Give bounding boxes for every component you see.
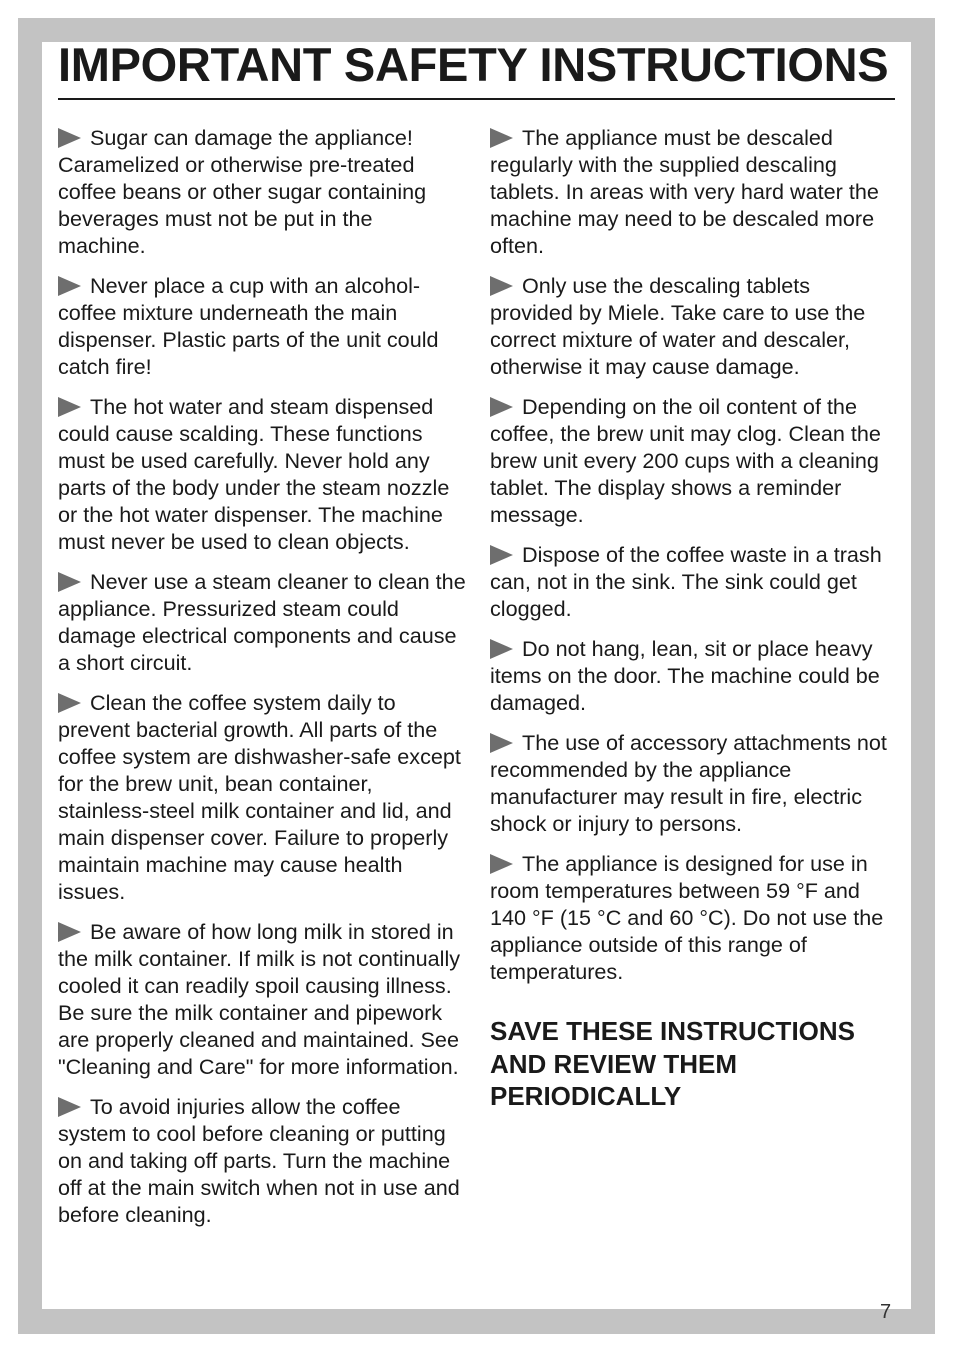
triangle-arrow-icon — [490, 854, 513, 874]
title-rule — [58, 98, 895, 100]
instruction-text: Only use the descaling tablets provided by Miele. Take care to use the correct mixture of water and descaler, otherwise it may cause damage. — [490, 273, 866, 379]
instruction-item — [490, 541, 898, 622]
triangle-arrow-icon — [58, 693, 81, 713]
instruction-text: The appliance must be descaled regularly with the supplied descaling tablets. In areas with very hard water the machine may need to be descaled more often. — [490, 125, 879, 258]
instruction-text: Do not hang, lean, sit or place heavy items on the door. The machine could be damaged. — [490, 636, 880, 715]
instruction-item — [58, 568, 466, 676]
instruction-item — [490, 729, 898, 837]
triangle-arrow-icon — [490, 397, 513, 417]
right-column — [490, 124, 898, 1113]
instruction-text: Depending on the oil content of the coffee, the brew unit may clog. Clean the brew unit every 200 cups with a cleaning tablet. The display shows a reminder message. — [490, 394, 881, 527]
instruction-text: Never place a cup with an alcohol-coffee mixture underneath the main dispenser. Plastic parts of the unit could catch fire! — [58, 273, 439, 379]
instruction-text: Dispose of the coffee waste in a trash can, not in the sink. The sink could get clogged. — [490, 542, 882, 621]
triangle-arrow-icon — [58, 128, 81, 148]
instruction-item — [58, 689, 466, 905]
triangle-arrow-icon — [490, 733, 513, 753]
instruction-text: The appliance is designed for use in room temperatures between 59 °F and 140 °F (15 °C and 60 °C). Do not use the appliance outside of this range of temperatures. — [490, 851, 884, 984]
triangle-arrow-icon — [58, 572, 81, 592]
instruction-item — [58, 918, 466, 1080]
left-column — [58, 124, 466, 1241]
triangle-arrow-icon — [58, 276, 81, 296]
triangle-arrow-icon — [490, 639, 513, 659]
instruction-text: The hot water and steam dispensed could cause scalding. These functions must be used carefully. Never hold any parts of the body under the steam nozzle or the hot water dispenser. The machine must never be used to clean objects. — [58, 394, 450, 554]
instruction-item — [58, 124, 466, 259]
instruction-item — [490, 272, 898, 380]
triangle-arrow-icon — [490, 276, 513, 296]
instruction-text: Sugar can damage the appliance! Caramelized or otherwise pre-treated coffee beans or other sugar containing beverages must not be put in the machine. — [58, 125, 427, 258]
instruction-item — [490, 124, 898, 259]
instruction-text: Clean the coffee system daily to prevent bacterial growth. All parts of the coffee system are dishwasher-safe except for the brew unit, bean container, stainless-steel milk container and lid, and main dispenser cover. Failure to properly maintain machine may cause health issues. — [58, 690, 461, 904]
triangle-arrow-icon — [58, 1097, 81, 1117]
instruction-item — [490, 393, 898, 528]
instruction-item — [58, 272, 466, 380]
instruction-text: To avoid injuries allow the coffee system to cool before cleaning or putting on and taking off parts. Turn the machine off at the main switch when not in use and before cleaning. — [58, 1094, 460, 1227]
page-number: 7 — [880, 1301, 892, 1323]
instruction-item — [490, 635, 898, 716]
page-title: IMPORTANT SAFETY INSTRUCTIONS — [58, 38, 889, 91]
instruction-item — [58, 1093, 466, 1228]
instruction-text: Be aware of how long milk in stored in the milk container. If milk is not continually cooled it can readily spoil causing illness. Be sure the milk container and pipework are properly cleaned and maintained. See "Cleaning and Care" for more information. — [58, 919, 461, 1079]
instruction-text: The use of accessory attachments not recommended by the appliance manufacturer may result in fire, electric shock or injury to persons. — [490, 730, 887, 836]
triangle-arrow-icon — [58, 922, 81, 942]
triangle-arrow-icon — [490, 128, 513, 148]
instruction-item — [58, 393, 466, 555]
instruction-item — [490, 850, 898, 985]
triangle-arrow-icon — [490, 545, 513, 565]
closing-heading: SAVE THESE INSTRUCTIONS AND REVIEW THEM PERIODICALLY — [490, 1016, 856, 1111]
instruction-text: Never use a steam cleaner to clean the appliance. Pressurized steam could damage electrical components and cause a short circuit. — [58, 569, 466, 675]
triangle-arrow-icon — [58, 397, 81, 417]
